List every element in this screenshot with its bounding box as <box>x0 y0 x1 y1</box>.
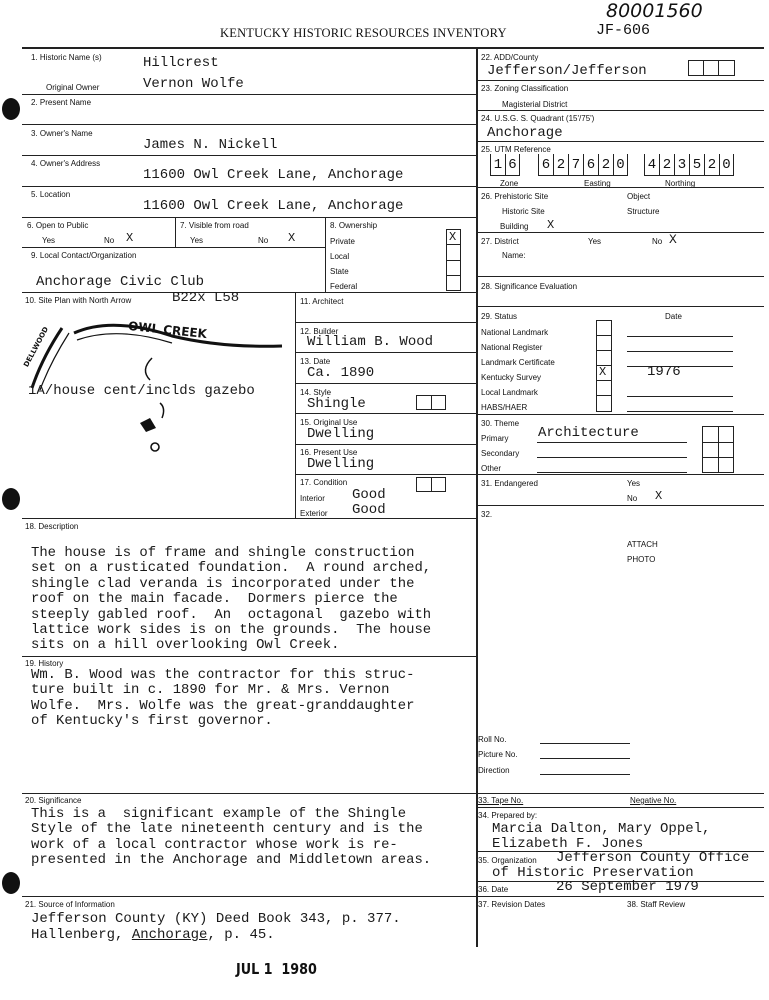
form-title: KENTUCKY HISTORIC RESOURCES INVENTORY <box>220 26 507 40</box>
prepared-by-label: 34. Prepared by: <box>478 811 538 820</box>
prehistoric-structure: Structure <box>627 207 660 216</box>
original-use-label: 15. Original Use <box>300 418 358 427</box>
status-item: Landmark Certificate <box>481 358 555 367</box>
theme-label: 30. Theme <box>481 419 520 428</box>
zoning-label: 23. Zoning Classification <box>481 84 569 93</box>
date-value: Ca. 1890 <box>307 365 375 381</box>
utm-digit: 2 <box>659 154 674 176</box>
history-label: 19. History <box>25 659 64 668</box>
utm-label: 25. UTM Reference <box>481 145 551 154</box>
handwritten-number: 80001560 <box>606 0 703 22</box>
status-item: National Register <box>481 343 543 352</box>
ownership-checkboxes <box>446 229 461 291</box>
original-owner-label: Original Owner <box>46 83 100 92</box>
status-item: Local Landmark <box>481 388 538 397</box>
district-mark: X <box>669 232 677 247</box>
status-date-label: Date <box>665 312 682 321</box>
district-no: No <box>652 237 663 246</box>
utm-digit: 2 <box>704 154 719 176</box>
builder-label: 12. Builder <box>300 327 339 336</box>
status-list <box>481 323 751 415</box>
zoning-sub: Magisterial District <box>502 100 568 109</box>
add-county-label: 22. ADD/County <box>481 53 539 62</box>
punch-hole <box>2 488 20 510</box>
visible-road-yes: Yes <box>190 236 204 245</box>
add-county-value: Jefferson/Jefferson <box>487 63 647 79</box>
organization-label: 35. Organization <box>478 856 537 865</box>
style-code-box <box>416 395 446 410</box>
description-label: 18. Description <box>25 522 79 531</box>
site-plan-label: 10. Site Plan with North Arrow <box>25 296 132 305</box>
attach-label: ATTACH <box>627 540 658 549</box>
site-number: JF-606 <box>596 22 651 39</box>
prehistoric-label: 26. Prehistoric Site <box>481 192 549 201</box>
endangered-yes: Yes <box>627 479 641 488</box>
endangered-no: No <box>627 494 638 503</box>
source-line2-underlined: Anchorage <box>131 927 208 943</box>
creek-label: OWL CREEK <box>127 318 208 342</box>
utm-digit: 0 <box>719 154 734 176</box>
quadrant-label: 24. U.S.G. S. Quadrant (15'/75') <box>481 114 595 123</box>
prepared-by-line2: Elizabeth F. Jones <box>492 836 644 852</box>
utm-digit: 4 <box>644 154 659 176</box>
present-use-label: 16. Present Use <box>300 448 358 457</box>
date-label: 13. Date <box>300 357 331 366</box>
staff-review-label: 38. Staff Review <box>627 900 686 909</box>
ownership-local: Local <box>330 252 350 261</box>
quadrant-value: Anchorage <box>487 125 563 141</box>
open-public-mark: X <box>126 231 134 245</box>
source-line2 <box>31 928 275 943</box>
significance-label: 20. Significance <box>25 796 82 805</box>
local-contact-value: Anchorage Civic Club <box>36 274 205 290</box>
ownership-private-mark: X <box>449 230 457 244</box>
organization-line1: Jefferson County Office <box>556 850 750 866</box>
builder-value: William B. Wood <box>307 334 434 350</box>
utm-digit: 2 <box>553 154 568 176</box>
open-public-label: 6. Open to Public <box>27 221 89 230</box>
direction-label: Direction <box>478 766 510 775</box>
utm-digit: 2 <box>598 154 613 176</box>
prepared-by-line1: Marcia Dalton, Mary Oppel, <box>492 821 711 837</box>
condition-exterior-label: Exterior <box>300 509 328 518</box>
site-plan-note: 1A/house cent/inclds gazebo <box>28 383 255 399</box>
negative-label: Negative No. <box>630 796 677 805</box>
utm-digit: 6 <box>538 154 553 176</box>
description-text: The house is of frame and shingle construction set on a rusticated foundation. A round arched, shingle clad veranda is incorporated under the roof on the main facade. Dormers pierce the steeply gabled roof. An octagonal gazebo with lattice work sides is on the grounds. The house sits on a hill overlooking Owl Creek. <box>31 545 432 654</box>
original-owner-value: Vernon Wolfe <box>143 76 244 92</box>
utm-zone-label: Zone <box>500 179 519 188</box>
owner-name-value: James N. Nickell <box>143 137 278 153</box>
prehistoric-building: Building <box>500 222 529 231</box>
owner-name-label: 3. Owner's Name <box>31 129 93 138</box>
utm-digit: 3 <box>674 154 689 176</box>
endangered-mark: X <box>655 489 663 503</box>
condition-label: 17. Condition <box>300 478 348 487</box>
prehistoric-historic-site: Historic Site <box>502 207 545 216</box>
status-checkboxes <box>596 320 612 412</box>
visible-road-mark: X <box>288 231 296 245</box>
ownership-private: Private <box>330 237 355 246</box>
received-stamp: JUL 1 1980 <box>236 960 317 978</box>
photo-word: PHOTO <box>627 555 656 564</box>
theme-primary: Architecture <box>538 425 639 441</box>
theme-code-boxes <box>702 426 734 473</box>
status-item: HABS/HAER <box>481 403 528 412</box>
revision-label: 37. Revision Dates <box>478 900 546 909</box>
roll-no-label: Roll No. <box>478 735 507 744</box>
location-value: 11600 Owl Creek Lane, Anchorage <box>143 198 404 214</box>
style-value: Shingle <box>307 396 366 412</box>
tape-label: 33. Tape No. <box>478 796 524 805</box>
significance-text: This is a significant example of the Shingle Style of the late nineteenth century and is the work of a local contractor whose work is re- presented in the Anchorage and Middletown areas. <box>31 806 432 869</box>
picture-no-label: Picture No. <box>478 750 518 759</box>
utm-digit: 7 <box>568 154 583 176</box>
historic-name-label: 1. Historic Name (s) <box>31 53 102 62</box>
original-use-value: Dwelling <box>307 426 375 442</box>
condition-code-box <box>416 477 446 492</box>
punch-hole <box>2 872 20 894</box>
status-label: 29. Status <box>481 312 518 321</box>
utm-digit: 1 <box>490 154 505 176</box>
location-label: 5. Location <box>31 190 71 199</box>
prehistoric-building-mark: X <box>547 218 555 232</box>
condition-exterior: Good <box>352 502 386 518</box>
present-use-value: Dwelling <box>307 456 375 472</box>
prep-date-value: 26 September 1979 <box>556 879 699 895</box>
add-county-code <box>688 60 735 76</box>
theme-other-label: Other <box>481 464 502 473</box>
utm-northing-label: Northing <box>665 179 696 188</box>
theme-secondary-label: Secondary <box>481 449 520 458</box>
theme-primary-label: Primary <box>481 434 509 443</box>
ownership-federal: Federal <box>330 282 358 291</box>
status-item: Kentucky Survey <box>481 373 542 382</box>
local-contact-label: 9. Local Contact/Organization <box>31 251 137 260</box>
status-kentucky-date: 1976 <box>647 364 681 380</box>
present-name-label: 2. Present Name <box>31 98 92 107</box>
condition-interior-label: Interior <box>300 494 325 503</box>
organization-line2: of Historic Preservation <box>492 865 694 881</box>
source-line2-post: , p. 45. <box>207 927 275 943</box>
significance-eval-label: 28. Significance Evaluation <box>481 282 578 291</box>
district-label: 27. District <box>481 237 519 246</box>
district-yes: Yes <box>588 237 602 246</box>
source-line2-pre: Hallenberg, <box>31 927 132 943</box>
ownership-label: 8. Ownership <box>330 221 378 230</box>
visible-road-label: 7. Visible from road <box>180 221 249 230</box>
utm-digit: 6 <box>583 154 598 176</box>
photo-label: 32. <box>481 510 493 519</box>
history-text: Wm. B. Wood was the contractor for this struc- ture built in c. 1890 for Mr. & Mrs. Vernon Wolfe. Mrs. Wolfe was the great-granddaughter of Kentucky's first governor. <box>31 667 415 730</box>
historic-name-value: Hillcrest <box>143 55 219 71</box>
status-item: National Landmark <box>481 328 549 337</box>
punch-hole <box>2 98 20 120</box>
visible-road-no: No <box>258 236 269 245</box>
open-public-yes: Yes <box>42 236 56 245</box>
district-name-label: Name: <box>502 251 526 260</box>
condition-interior: Good <box>352 487 386 503</box>
road-label: DELLWOOD <box>22 325 51 369</box>
prehistoric-object: Object <box>627 192 651 201</box>
utm-digit: 0 <box>613 154 628 176</box>
utm-easting-label: Easting <box>584 179 611 188</box>
style-label: 14. Style <box>300 388 332 397</box>
open-public-no: No <box>104 236 115 245</box>
owner-address-label: 4. Owner's Address <box>31 159 101 168</box>
utm-digit: 6 <box>505 154 520 176</box>
architect-label: 11. Architect <box>300 297 344 306</box>
status-kentucky-mark: X <box>599 365 607 379</box>
utm-digit: 5 <box>689 154 704 176</box>
endangered-label: 31. Endangered <box>481 479 538 488</box>
site-plan-ref: B22x L58 <box>172 290 240 306</box>
owner-address-value: 11600 Owl Creek Lane, Anchorage <box>143 167 404 183</box>
source-label: 21. Source of Information <box>25 900 115 909</box>
ownership-state: State <box>330 267 349 276</box>
prep-date-label: 36. Date <box>478 885 509 894</box>
source-line1: Jefferson County (KY) Deed Book 343, p. 377. <box>31 911 401 927</box>
